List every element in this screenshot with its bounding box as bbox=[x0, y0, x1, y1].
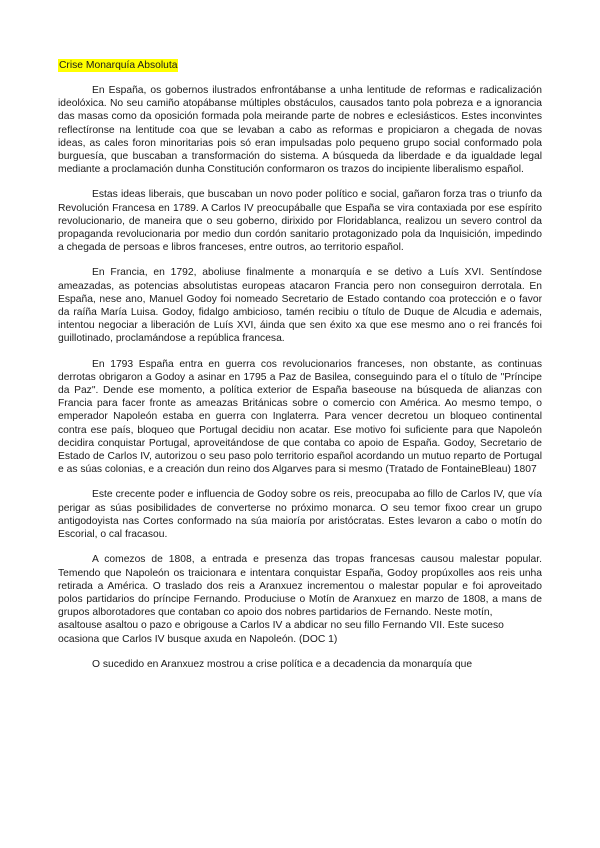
paragraph-godoy-influence: Este crecente poder e influencia de Godoy sobre os reis, preocupaba ao fillo de Carlos IV, que vía perigar as súas posibilidades de converterse no próximo monarca. O seu temor fixoo crear un grupo antigodoyista nas Cortes conformado na súa maioría por aristócratas. Estes levaron a cabo o motín do Escorial, o cal fracasou. bbox=[58, 489, 542, 541]
paragraph-reform-obstacles: En España, os gobernos ilustrados enfrontábanse a unha lentitude de reformas e radicalización ideolóxica. No seu camiño atopábanse múltiples obstáculos, causados tanto pola pobreza e a ignorancia das masas como da oposición formada pola meirande parte de nobres e eclesiásticos. Estes inconvintes reflectíronse na lentitude coa que se levaban a cabo as reformas e propiciaron a chegada de novas ideas, as cales foron minoritarias pois só eran impulsadas polo pequeno grupo social conformado pola burguesía, que buscaban a transformación do sistema. A búsqueda da liberdade e da igualdade legal mediante a proclamación dunha Constitución conformaron os trazos do incipiente liberalismo español. bbox=[58, 85, 542, 176]
document-title: Crise Monarquía Absoluta bbox=[59, 60, 178, 71]
paragraph-crisis-monarchy: O sucedido en Aranxuez mostrou a crise política e a decadencia da monarquía que bbox=[92, 658, 473, 670]
paragraph-france-1792: En Francia, en 1792, aboliuse finalmente a monarquía e se detivo a Luís XVI. Sentíndose ameazadas, as potencias absolutistas europeas atacaron Francia pero non conseguiron derrotala. En España, nese ano, Manuel Godoy foi nomeado Secretario de Estado contando coa protección e o favor da raíña María Luisa. Godoy, fidalgo ambicioso, tamén recibiu o título de Duque de Alcudia e ademais, intentou negociar a liberación de Luís XVI, áinda que sen éxito xa que ese mesmo ano o rei francés foi guillotinado, proclamándose a república francesa. bbox=[58, 267, 542, 345]
paragraph-liberal-ideas: Estas ideas liberais, que buscaban un novo poder político e social, gañaron forza tras o triunfo da Revolución Francesa en 1789. A Carlos IV preocupáballe que España se vira contaxiada por ese espírito revolucionario, de maneira que o seu goberno, dirixido por Floridablanca, realizou un severo control da propaganda revolucionaria por medio dun cordón sanitario protagonizado pola da Inquisición, impedindo a chegada de persoas e libros franceses, entre outros, ao territorio español. bbox=[58, 189, 542, 254]
paragraph-war-1793: En 1793 España entra en guerra cos revolucionarios franceses, non obstante, as continuas derrotas obrigaron a Godoy a asinar en 1795 a Paz de Basilea, conseguindo para el o título de "Príncipe da Paz". Dende ese momento, a política exterior de España baseouse na búsqueda de alianzas con Francia para facer fronte as ameazas Británicas sobre o comercio con América. Ao mesmo tempo, o emperador Napoleón estaba en guerra con Inglaterra. Para vencer decretou un bloqueo continental contra ese país, bloqueo que Portugal decidiu non acatar. Ese motivo foi suficiente para que Napoleón decidira conquistar Portugal, aproveitándose de que contaba co apoio de España. Godoy, Secretario de Estado de Carlos IV, autorizou o seu paso polo territorio español acordando un mutuo reparto de Portugal e as súas colonias, e a creación dun reino dos Algarves para si mesmo (Tratado de FontaineBleau) 1807 bbox=[58, 358, 542, 476]
paragraph-1808-aranjuez: A comezos de 1808, a entrada e presenza das tropas francesas causou malestar popular. Temendo que Napoleón os traicionara e intentara conquistar España, Godoy propúxolles aos reis unha retirada a América. O traslado dos reis a Aranxuez incrementou o malestar popular e foi aproveitado polos partidarios do príncipe Fernando. Produciuse o Motín de Aranxuez en marzo de 1808, a mans de grupos alborotadores que contaban co apoio dos nobres partidarios de Fernando. Neste motín, bbox=[58, 554, 542, 619]
paragraph-abdication: asaltouse asaltou o pazo e obrigouse a Carlos IV a abdicar no seu fillo Fernando VII. Este suceso ocasiona que Carlos IV busque axuda en Napoleón. (DOC 1) bbox=[58, 620, 504, 645]
